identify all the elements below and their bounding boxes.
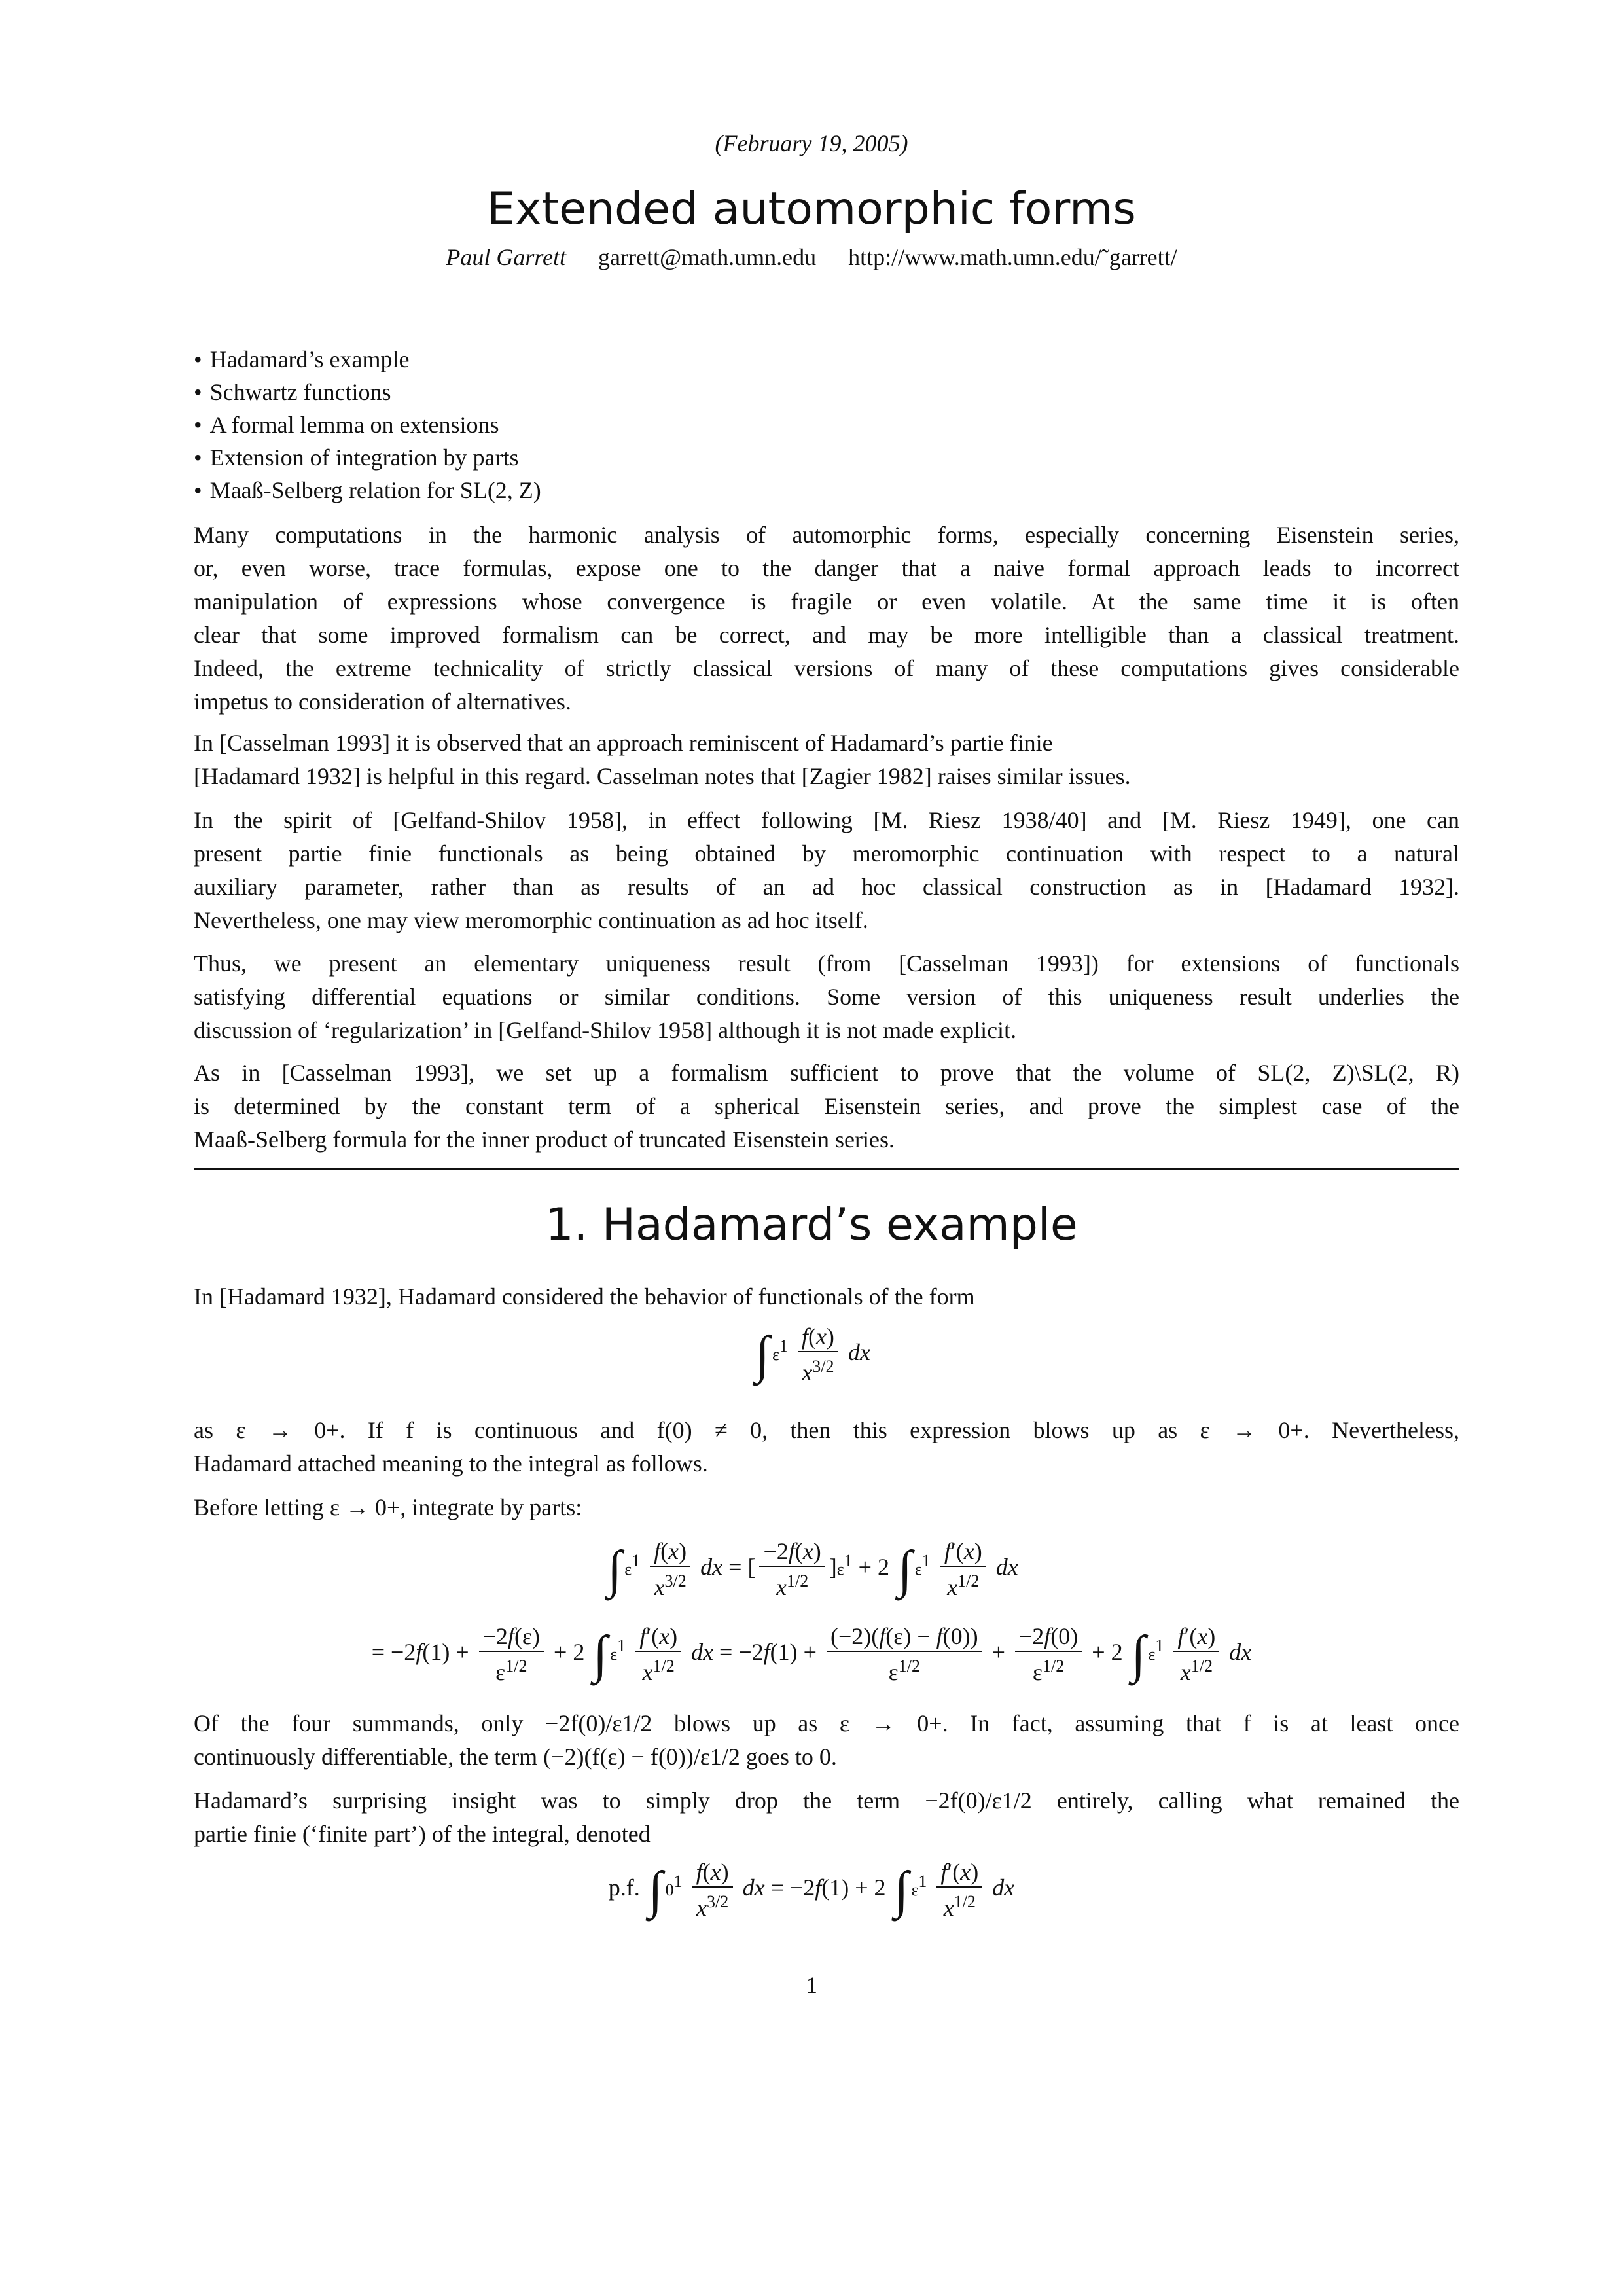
equation-integral-form: ∫ $\varepsilon^1$ $\frac{f(x)}{x^{3/2}}$ dx	[755, 1323, 870, 1386]
intro-paragraph-2: In [Casselman 1993] it is observed that an approach reminiscent of Hadamard’s partie finie [Hadamard 1932] is helpful in this regard. Casselman notes that [Zagier 1982] raises similar issues.	[194, 730, 1131, 789]
toc-item: • A formal lemma on extensions	[194, 412, 499, 438]
intro-paragraph-5: As in [Casselman 1993], we set up a formalism sufficient to prove that the volume of SL(2, Z)\SL(2, R) is determined by the constant term of a spherical Eisenstein series, and prove the simplest case of the Maaß-Selberg formula for the inner product of truncated Eisenstein series.	[194, 1060, 1459, 1153]
toc-item: • Maaß-Selberg relation for SL(2, Z)	[194, 477, 541, 503]
author-email[interactable]: garrett@math.umn.edu	[598, 244, 817, 270]
section-heading: 1. Hadamard’s example	[545, 1199, 1078, 1251]
bullet-icon: •	[194, 346, 202, 372]
document-date: (February 19, 2005)	[715, 130, 908, 156]
table-of-contents	[194, 343, 1437, 507]
pf-label: p.f.	[608, 1874, 640, 1901]
intro-paragraph-4: Thus, we present an elementary uniqueness result (from [Casselman 1993]) for extensions of functionals satisfying differential equations or similar conditions. Some version of this uniqueness result underlies the discussion of ‘regularization’ in [Gelfand-Shilov 1958] although it is not made explicit.	[194, 950, 1459, 1043]
equation-integration-by-parts: ∫ $\varepsilon^1$ $\frac{f(x)}{x^{3/2}}$ dx = [ $\frac{-2f(x)}{x^{1/2}}$ ]$\varepsilon^1 + 2$ ∫ $\varepsilon^1$ $\frac{f'(x)}{x^{1/2}}$ dx	[607, 1538, 1018, 1600]
intro-paragraph-1: Many computations in the harmonic analysis of automorphic forms, especially concerning Eisenstein series, or, even worse, trace formulas, expose one to the danger that a naive formal approach leads to incorrect manipulation of expressions whose convergence is fragile or even volatile. At the same time it is often clear that some improved formalism can be correct, and may be more intelligible than a classical treatment. Indeed, the extreme technicality of strictly classical versions of many of these computations gives considerable impetus to consideration of alternatives.	[194, 522, 1459, 715]
section1-paragraph-5: Hadamard’s surprising insight was to simply drop the term −2f(0)/ε1/2 entirely, calling what remained the partie finie (‘finite part’) of the integral, denoted	[194, 1787, 1459, 1847]
document-title: Extended automorphic forms	[487, 183, 1136, 235]
section-divider	[194, 1168, 1459, 1170]
bullet-icon: •	[194, 379, 202, 405]
section1-paragraph-2: as ε → 0+. If f is continuous and f(0) ≠ 0, then this expression blows up as ε → 0+. Nevertheless, Hadamard attached meaning to the integral as follows.	[194, 1417, 1459, 1477]
equation-expanded: = −2f(1) + $\frac{-2f(\varepsilon)}{\varepsilon^{1/2}}$ + 2 ∫ $\varepsilon^1$ $\frac{f'(x)}{x^{1/2}}$ dx = −2f(1) + $\frac{(-2)(f(\varepsilon) - f(0))}{\varepsilon^{1/2}}$ + $\frac{-2f(0)}{\varepsilon^{1/2}}$ + 2 ∫ $\varepsilon^1$ $\frac{f'(x)}{x^{1/2}}$ dx	[371, 1623, 1252, 1685]
toc-item: • Hadamard’s example	[194, 346, 410, 372]
author-name: Paul Garrett	[446, 244, 567, 270]
toc-item: • Extension of integration by parts	[194, 444, 519, 471]
author-line	[0, 243, 1623, 271]
section1-paragraph-1: In [Hadamard 1932], Hadamard considered the behavior of functionals of the form	[194, 1283, 975, 1310]
equation-partie-finie: p.f. ∫ $0^1$ $\frac{f(x)}{x^{3/2}}$ dx = −2f(1) + 2 ∫ $\varepsilon^1$ $\frac{f'(x)}{x^{1/2}}$ dx	[608, 1859, 1015, 1921]
intro-paragraph-3: In the spirit of [Gelfand-Shilov 1958], in effect following [M. Riesz 1938/40] and [M. Riesz 1949], one can present partie finie functionals as being obtained by meromorphic continuation with respect to a natural auxiliary parameter, rather than as results of an ad hoc classical construction as in [Hadamard 1932]. Nevertheless, one may view meromorphic continuation as ad hoc itself.	[194, 807, 1459, 933]
bullet-icon: •	[194, 412, 202, 438]
section1-paragraph-4: Of the four summands, only −2f(0)/ε1/2 blows up as ε → 0+. In fact, assuming that f is at least once continuously differentiable, the term (−2)(f(ε) − f(0))/ε1/2 goes to 0.	[194, 1710, 1459, 1770]
bullet-icon: •	[194, 444, 202, 471]
page-number: 1	[806, 1972, 817, 1998]
bullet-icon: •	[194, 477, 202, 503]
section1-paragraph-3: Before letting ε → 0+, integrate by parts:	[194, 1494, 582, 1520]
toc-item: • Schwartz functions	[194, 379, 391, 405]
author-url[interactable]: http://www.math.umn.edu/˜garrett/	[848, 244, 1177, 270]
